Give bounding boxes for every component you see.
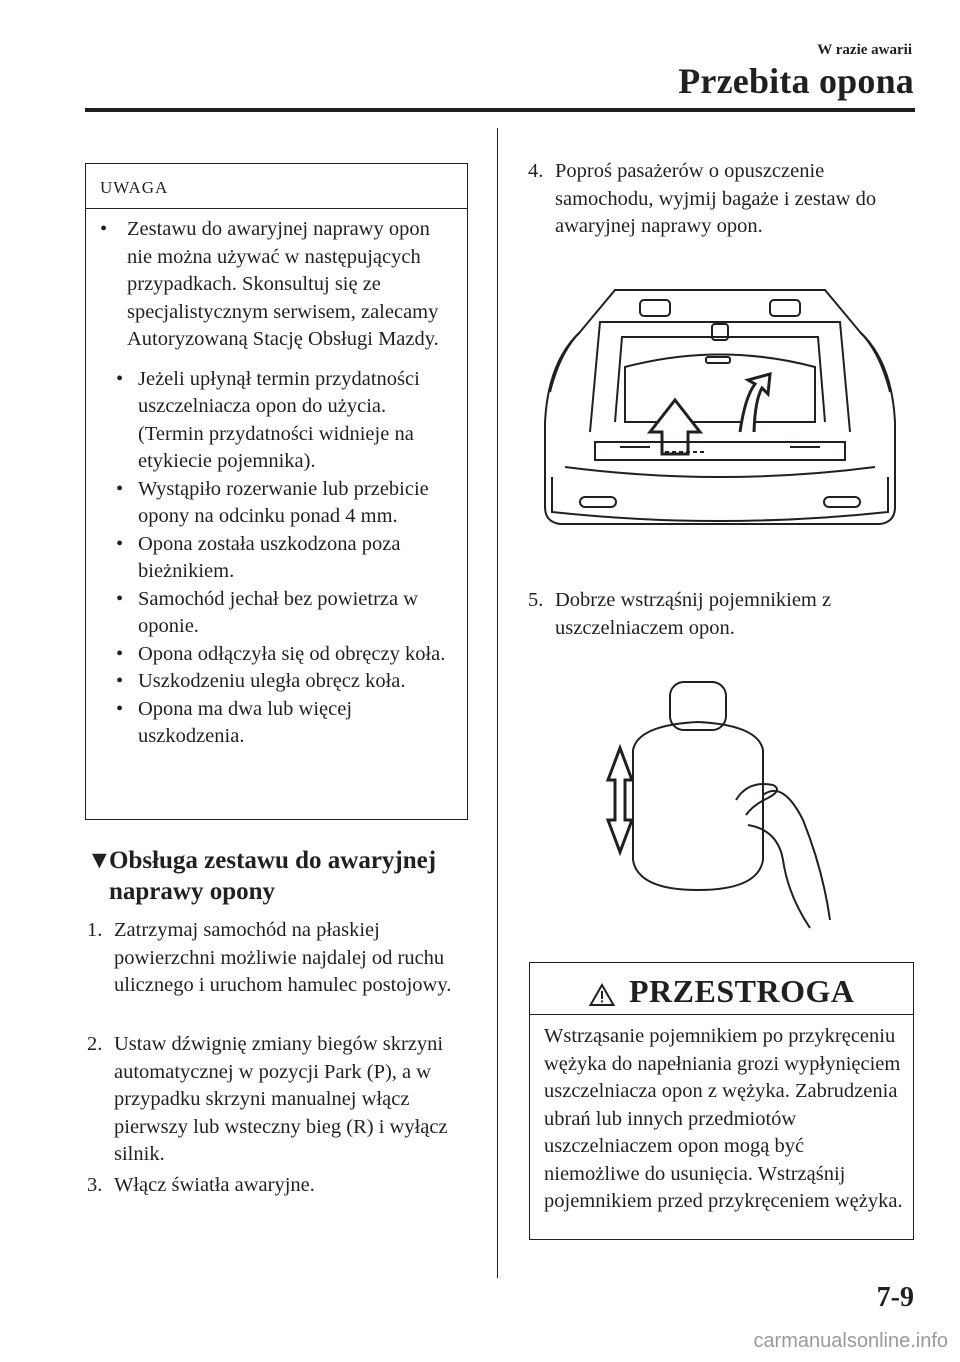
list-item: • Samochód jechał bez powietrza w oponie.	[116, 587, 419, 637]
bullet-icon: •	[116, 587, 124, 610]
note-body	[100, 216, 455, 751]
bullet-icon: •	[116, 670, 124, 692]
note-heading: UWAGA	[100, 178, 169, 197]
note-main-text: Zestawu do awaryjnej naprawy opon nie można używać w następujących przypadkach. Skonsultuj się ze specjalistycznym serwisem, zalecamy Autoryzowaną Stację Obsługi Mazdy.	[127, 218, 439, 350]
page-number: 7-9	[876, 1282, 914, 1313]
watermark: carmanualsonline.info	[753, 1330, 948, 1352]
trunk-illustration	[540, 282, 900, 532]
container-illustration	[598, 680, 848, 930]
step-5: 5. Dobrze wstrząśnij pojemnikiem z uszczelniaczem opon.	[528, 589, 832, 639]
step-1: 1. Zatrzymaj samochód na płaskiej powierzchni możliwie najdalej od ruchu ulicznego i uruchom hamulec postojowy.	[87, 919, 452, 996]
list-item: • Opona odłączyła się od obręczy koła.	[100, 641, 455, 669]
note-list	[100, 366, 455, 751]
warning-triangle-icon	[589, 983, 615, 1007]
note-main-bullet	[100, 216, 455, 354]
bullet-icon: •	[116, 532, 124, 555]
caution-box	[529, 962, 914, 1240]
list-item: • Opona została uszkodzona poza bieżnikiem.	[116, 532, 401, 582]
bullet-icon: •	[116, 642, 124, 665]
step-3: 3. Włącz światła awaryjne.	[87, 1174, 315, 1196]
note-rule	[86, 208, 467, 209]
list-item: • Uszkodzeniu uległa obręcz koła.	[100, 668, 455, 696]
bullet-icon: •	[116, 477, 124, 500]
list-item: • Jeżeli upłynął termin przydatności uszczelniacza opon do użycia. (Termin przydatności widnieje na etykiecie pojemnika).	[116, 367, 420, 472]
bullet-icon: •	[116, 697, 124, 720]
step-4: 4. Poproś pasażerów o opuszczenie samochodu, wyjmij bagaże i zestaw do awaryjnej naprawy opon.	[528, 160, 877, 237]
caution-heading: PRZESTROGA	[530, 973, 913, 1011]
section-subheading: ▼Obsługa zestawu do awaryjnej naprawy opony	[87, 847, 437, 905]
page-title: Przebita opona	[678, 61, 914, 101]
bullet-icon: •	[100, 218, 108, 240]
list-item: • Opona ma dwa lub więcej uszkodzenia.	[116, 697, 353, 747]
step-2: 2. Ustaw dźwignię zmiany biegów skrzyni automatycznej w pozycji Park (P), a w przypadku skrzyni manualnej włącz pierwszy lub wsteczny bieg (R) i wyłącz silnik.	[87, 1033, 448, 1165]
list-item: • Wystąpiło rozerwanie lub przebicie opony na odcinku ponad 4 mm.	[116, 477, 429, 527]
section-marker-icon: ▼	[87, 847, 112, 874]
section-label: W razie awarii	[817, 42, 912, 58]
header-rule	[85, 108, 915, 112]
bullet-icon: •	[116, 367, 124, 390]
note-box	[85, 163, 468, 820]
caution-text: Wstrząsanie pojemnikiem po przykręceniu wężyka do napełniania grozi wypłynięciem uszczelniacza opon z wężyka. Zabrudzenia ubrań lub innych przedmiotów uszczelniaczem opon mogą być niemożliwe do usunięcia. Wstrząśnij pojemnikiem przed przykręceniem wężyka.	[544, 1025, 903, 1212]
column-divider	[497, 128, 498, 1278]
caution-rule	[530, 1014, 913, 1015]
